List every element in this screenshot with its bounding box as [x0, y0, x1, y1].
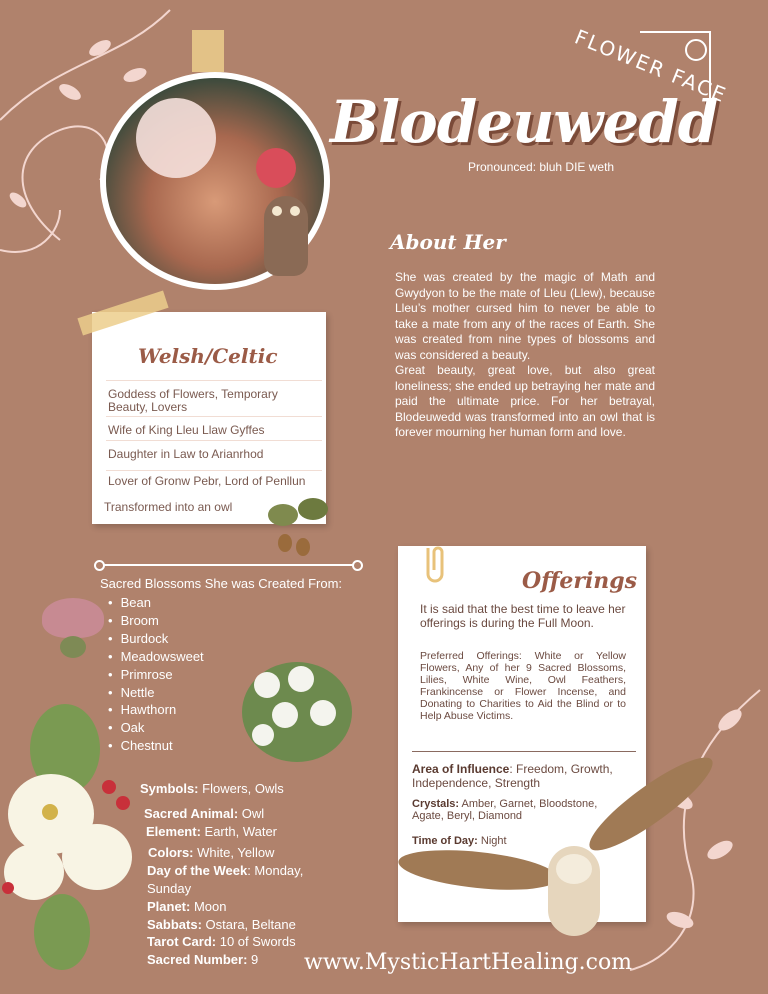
blossom-item: • Burdock	[108, 630, 204, 648]
fact-day: Day of the Week: Monday, Sunday	[147, 863, 304, 896]
fact-planet: Planet: Moon	[147, 898, 227, 914]
fact-sabbats: Sabbats: Ostara, Beltane	[147, 916, 296, 932]
blossom-item: • Meadowsweet	[108, 648, 204, 666]
fact-colors: Colors: White, Yellow	[148, 845, 275, 861]
blossom-item: • Primrose	[108, 666, 204, 684]
blossom-item: • Chestnut	[108, 737, 204, 755]
about-paragraph-1: She was created by the magic of Math and Gwydyon to be the mate of Lleu (Llew), because Lleu’s mother cursed him to never be able to take a mate from any of the races of Earth. She was created from nine types of blossoms and was considered a beauty.	[395, 270, 655, 362]
white-blossom-bouquet-icon	[232, 652, 364, 772]
time-of-day: Time of Day: Night	[412, 835, 507, 847]
welsh-celtic-card	[92, 312, 326, 524]
offerings-heading: Offerings	[522, 568, 638, 594]
hawthorn-flower-icon	[2, 704, 138, 974]
divider-dot	[352, 560, 363, 571]
offerings-divider	[412, 751, 636, 752]
facts-block	[140, 780, 350, 969]
welsh-item: Daughter in Law to Arianrhod	[108, 447, 264, 461]
website-url: www.MysticHartHealing.com	[304, 950, 633, 975]
tape-strip	[192, 30, 224, 72]
page-title: Blodeuwedd	[330, 88, 718, 156]
pronunciation: Pronounced: bluh DIE weth	[468, 160, 615, 174]
welsh-item: Wife of King Lleu Llaw Gyffes	[108, 423, 265, 437]
about-text	[395, 270, 655, 441]
divider-dot	[94, 560, 105, 571]
about-heading: About Her	[390, 230, 506, 254]
welsh-item: Transformed into an owl	[104, 500, 233, 514]
blossom-item: • Nettle	[108, 684, 204, 702]
blossoms-heading: Sacred Blossoms She was Created From:	[100, 576, 343, 591]
fact-symbols: Symbols: Flowers, Owls	[140, 781, 284, 796]
blossom-item: • Bean	[108, 594, 204, 612]
crystals: Crystals: Amber, Garnet, Bloodstone, Agate, Beryl, Diamond	[412, 798, 598, 822]
area-of-influence: Area of Influence: Freedom, Growth, Independence, Strength	[412, 762, 613, 790]
about-paragraph-2: Great beauty, great love, but also great loneliness; she ended up betraying her mate and paid the ultimate price. For her betrayal, Blodeuwedd was transformed into an owl that is forever mourning her human form and love.	[395, 363, 655, 439]
blossom-item: • Hawthorn	[108, 701, 204, 719]
paperclip-icon	[420, 540, 446, 586]
flying-owl-illustration	[398, 756, 718, 942]
thistle-flower-icon	[36, 598, 110, 658]
welsh-item: Lover of Gronw Pebr, Lord of Penllun	[108, 474, 306, 488]
welsh-heading: Welsh/Celtic	[138, 344, 278, 368]
offerings-intro: It is said that the best time to leave her offerings is during the Full Moon.	[420, 602, 626, 630]
oak-leaf-acorn-icon	[264, 498, 334, 560]
fact-tarot: Tarot Card: 10 of Swords	[147, 934, 296, 950]
welsh-item: Goddess of Flowers, Temporary Beauty, Lovers	[108, 387, 278, 414]
flower-face-tag: FLOWER FACE	[571, 24, 731, 108]
fact-number: Sacred Number: 9	[147, 952, 259, 968]
fact-animal: Sacred Animal: Owl	[144, 805, 265, 821]
divider	[100, 564, 358, 566]
offerings-preferred: Preferred Offerings: White or Yellow Flowers, Any of her 9 Sacred Blossoms, Lilies, White Wine, Owl Feathers, Frankincense or Flower Incense, and Donating to Charities to Aid the Blind or to Help Abuse Victims.	[420, 650, 626, 722]
fact-element: Element: Earth, Water	[146, 823, 278, 839]
owl-illustration	[264, 196, 308, 276]
blossom-item: • Oak	[108, 719, 204, 737]
blossom-item: • Broom	[108, 612, 204, 630]
